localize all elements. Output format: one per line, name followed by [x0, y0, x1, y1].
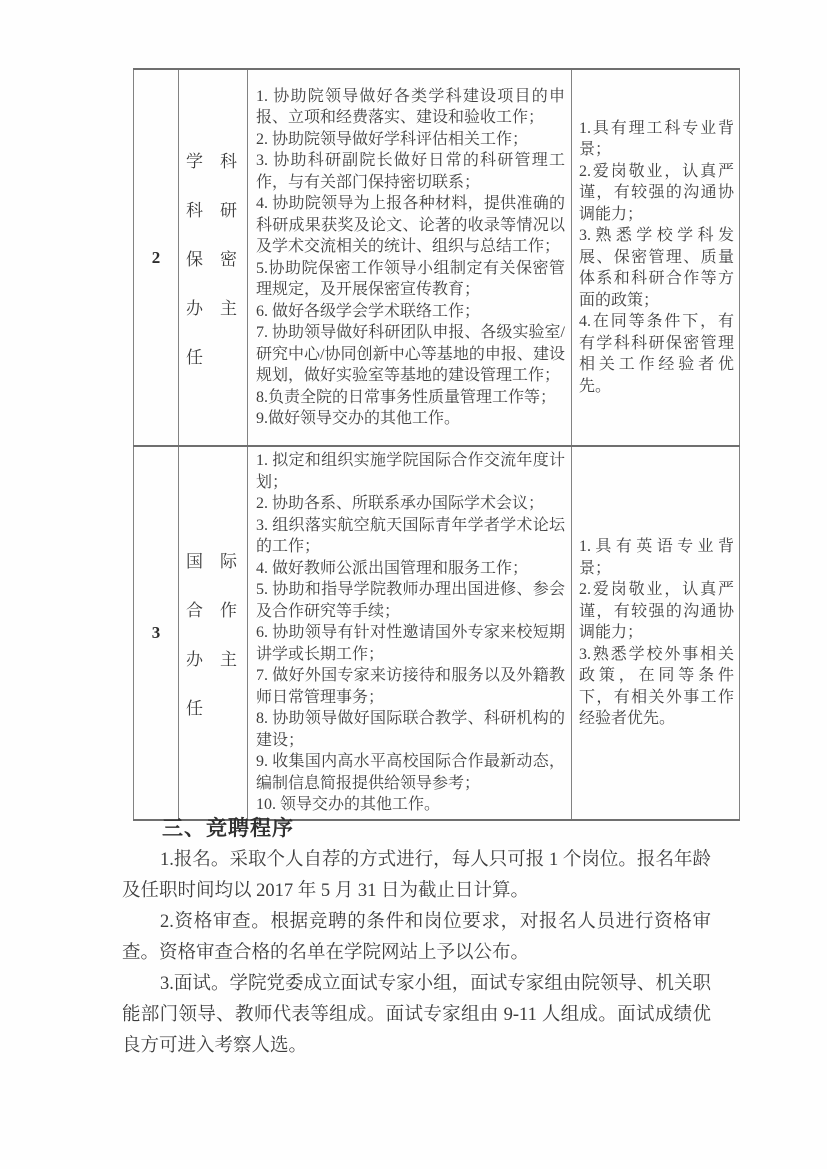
- duty-item: 9. 收集国内高水平高校国际合作最新动态，编制信息简报提供给领导参考；: [256, 753, 565, 792]
- row-number: [134, 69, 179, 446]
- requirements-cell: [572, 446, 740, 820]
- duties-list: [248, 447, 571, 819]
- position-title-line: 保 密: [186, 250, 237, 269]
- duties-cell: [248, 69, 572, 446]
- requirements-list: [572, 534, 739, 732]
- duty-item: 7. 做好外国专家来访接待和服务以及外籍教师日常管理事务；: [256, 667, 565, 706]
- requirement-item: 2.爱岗敬业，认真严谨，有较强的沟通协调能力；: [579, 581, 734, 641]
- duty-item: 8.负责全院的日常事务性质量管理工作等；: [256, 388, 557, 406]
- requirement-item: 1.具有理工科专业背景；: [579, 119, 734, 159]
- table-row: [134, 446, 740, 820]
- duty-item: 6. 做好各级学会学术联络工作；: [256, 302, 481, 320]
- table-row: [134, 69, 740, 446]
- paragraph: 1.报名。采取个人自荐的方式进行，每人只可报 1 个岗位。报名年龄及任职时间均以 2017 年 5 月 31 日为截止日计算。: [122, 850, 711, 901]
- duty-item: 3. 组织落实航空航天国际青年学者学术论坛的工作；: [256, 516, 565, 555]
- requirement-item: 2.爱岗敬业，认真严谨，有较强的沟通协调能力；: [579, 162, 734, 223]
- paragraph: 2.资格审查。根据竞聘的条件和岗位要求，对报名人员进行资格审查。资格审查合格的名单在学院网站上予以公布。: [122, 912, 711, 963]
- duty-item: 4. 做好教师公派出国管理和服务工作；: [256, 559, 529, 577]
- duty-item: 10. 领导交办的其他工作。: [256, 796, 441, 813]
- duty-item: 6. 协助领导有针对性邀请国外专家来校短期讲学或长期工作；: [256, 624, 565, 663]
- position-title-line: 合 作: [186, 600, 237, 620]
- paragraph: 3.面试。学院党委成立面试专家小组，面试专家组由院领导、机关职能部门领导、教师代表等组成。面试专家组由 9-11 人组成。面试成绩优良方可进入考察人选。: [122, 974, 711, 1056]
- position-title: [179, 147, 247, 368]
- row-number: [134, 446, 179, 820]
- section-paragraphs: [122, 845, 711, 1062]
- position-table: [133, 68, 740, 821]
- position-title: [179, 547, 247, 719]
- row-number-text: 2: [151, 247, 161, 267]
- position-title-line: 任: [186, 698, 203, 718]
- duty-item: 9.做好领导交办的其他工作。: [256, 410, 461, 427]
- duty-item: 2. 协助各系、所联系承办国际学术会议；: [256, 495, 545, 512]
- position-title-line: 国 际: [186, 551, 237, 571]
- duty-item: 5. 协助和指导学院教师办理出国进修、参会及合作研究等手续；: [256, 581, 565, 620]
- requirements-list: [572, 116, 739, 400]
- row-number-text: 3: [151, 622, 161, 642]
- requirements-cell: [572, 69, 740, 446]
- position-title-line: 办 主: [186, 649, 237, 669]
- duty-item: 4. 协助院领导为上报各种材料，提供准确的科研成果获奖及论文、论著的收录等情况以及学术交流相关的统计、组织与总结工作；: [256, 195, 565, 255]
- position-title-line: 学 科: [186, 152, 237, 171]
- position-title-line: 任: [186, 348, 203, 367]
- duties-cell: [248, 446, 572, 820]
- duty-item: 1. 拟定和组织实施学院国际合作交流年度计划；: [256, 452, 565, 491]
- requirement-item: 1.具有英语专业背景；: [579, 538, 734, 577]
- duty-item: 2. 协助院领导做好学科评估相关工作；: [256, 130, 529, 148]
- duty-item: 8. 协助领导做好国际联合教学、科研机构的建设；: [256, 710, 565, 749]
- duty-item: 5.协助院保密工作领导小组制定有关保密管理规定，及开展保密宣传教育；: [256, 259, 565, 298]
- duty-item: 3. 协助科研副院长做好日常的科研管理工作，与有关部门保持密切联系；: [256, 152, 565, 191]
- position-title-line: 科 研: [186, 201, 237, 220]
- position-title-cell: [179, 446, 248, 820]
- position-title-cell: [179, 69, 248, 446]
- requirement-item: 3.熟悉学校外事相关政策，在同等条件下，有相关外事工作经验者优先。: [579, 645, 734, 727]
- position-title-line: 办 主: [186, 299, 237, 318]
- duty-item: 7. 协助领导做好科研团队申报、各级实验室/研究中心/协同创新中心等基地的申报、建设规划，做好实验室等基地的建设管理工作；: [256, 324, 565, 384]
- section-heading: 三、竞聘程序: [162, 816, 294, 840]
- duty-item: 1. 协助院领导做好各类学科建设项目的申报、立项和经费落实、建设和验收工作；: [256, 87, 565, 126]
- requirement-item: 4.在同等条件下，有有学科科研保密管理相关工作经验者优先。: [579, 313, 734, 395]
- requirement-item: 3.熟悉学校学科发展、保密管理、质量体系和科研合作等方面的政策；: [579, 227, 734, 309]
- duties-list: [248, 83, 571, 433]
